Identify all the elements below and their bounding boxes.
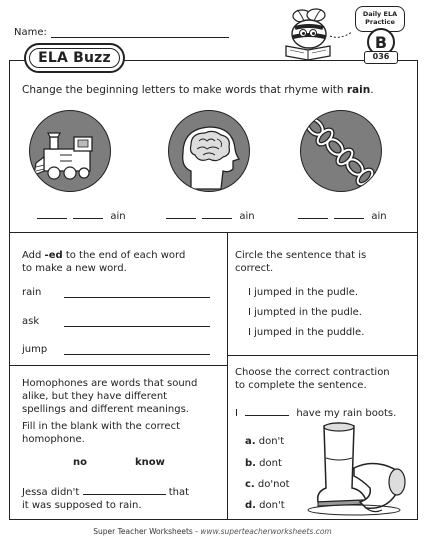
suffix-word-1: rain	[22, 287, 42, 298]
contraction-option-c[interactable]: c. do'not	[245, 479, 290, 490]
name-row	[14, 27, 229, 38]
divider-left-lower	[9, 365, 227, 366]
name-label: Name:	[14, 27, 47, 38]
suffix-answer-2[interactable]	[64, 326, 210, 327]
chain-picture	[300, 110, 382, 192]
contraction-blank[interactable]	[245, 407, 289, 416]
rhyme-blank-2b[interactable]	[202, 210, 232, 219]
rhyme-blank-1b[interactable]	[73, 210, 103, 219]
rhyme-blank-1a[interactable]	[37, 210, 67, 219]
rhyme-answer-3: ain	[298, 210, 387, 223]
footer-url[interactable]: www.superteacherworksheets.com	[200, 527, 332, 536]
suffix-answer-3[interactable]	[64, 354, 210, 355]
footer	[0, 527, 425, 536]
contraction-option-d[interactable]: d. don't	[245, 500, 285, 511]
homophone-blank[interactable]	[83, 486, 166, 495]
rhyme-prompt: Change the beginning letters to make words that rhyme with rain.	[22, 84, 374, 96]
badge-line-1: Daily ELA	[362, 10, 398, 18]
sentence-option-2[interactable]: I jumpted in the pudle.	[248, 307, 362, 318]
homophone-choice-know[interactable]: know	[135, 457, 165, 468]
rhyme-blank-2a[interactable]	[166, 210, 196, 219]
rhyme-answer-2: ain	[166, 210, 255, 223]
rhyme-blank-3a[interactable]	[298, 210, 328, 219]
title-badge	[24, 43, 125, 73]
train-picture	[29, 110, 111, 192]
contraction-sentence: I have my rain boots.	[235, 408, 397, 419]
page-title: ELA Buzz	[29, 48, 120, 68]
sentence-option-3[interactable]: I jumped in the puddle.	[248, 327, 365, 338]
brain-picture	[168, 110, 250, 192]
rhyme-answer-1: ain	[37, 210, 126, 223]
suffix-answer-1[interactable]	[64, 297, 210, 298]
brain-icon	[169, 111, 250, 192]
bee-mascot-icon	[268, 6, 358, 62]
circle-prompt: Circle the sentence that is correct.	[235, 250, 367, 274]
homophone-choice-no[interactable]: no	[73, 457, 87, 468]
divider-right-lower	[227, 355, 418, 356]
contraction-option-b[interactable]: b. dont	[245, 458, 282, 469]
chain-icon	[301, 111, 382, 192]
suffix-prompt: Add -ed to the end of each word to make a new word.	[22, 250, 186, 274]
divider-vertical	[227, 232, 228, 520]
suffix-word-2: ask	[22, 316, 40, 327]
level-badge: B	[367, 28, 395, 56]
badge-line-2: Practice	[365, 18, 395, 26]
train-icon	[30, 111, 111, 192]
homophone-instruction: Fill in the blank with the correct homophone.	[22, 421, 180, 445]
sentence-option-1[interactable]: I jumped in the pudle.	[248, 287, 359, 298]
name-field[interactable]	[51, 28, 229, 38]
contraction-option-a[interactable]: a. don't	[245, 436, 285, 447]
contraction-prompt: Choose the correct contraction to complete the sentence.	[235, 367, 390, 391]
homophone-explanation: Homophones are words that sound alike, but they have different spellings and different meanings.	[22, 378, 198, 415]
rhyme-blank-3b[interactable]	[334, 210, 364, 219]
footer-brand: Super Teacher Worksheets -	[93, 527, 201, 536]
homophone-sentence: Jessa didn't that it was supposed to rain.	[22, 487, 189, 511]
divider-rhyme	[9, 232, 418, 233]
suffix-word-3: jump	[22, 344, 48, 355]
sheet-number: 036	[364, 51, 398, 64]
rain-boots-icon	[304, 418, 408, 516]
